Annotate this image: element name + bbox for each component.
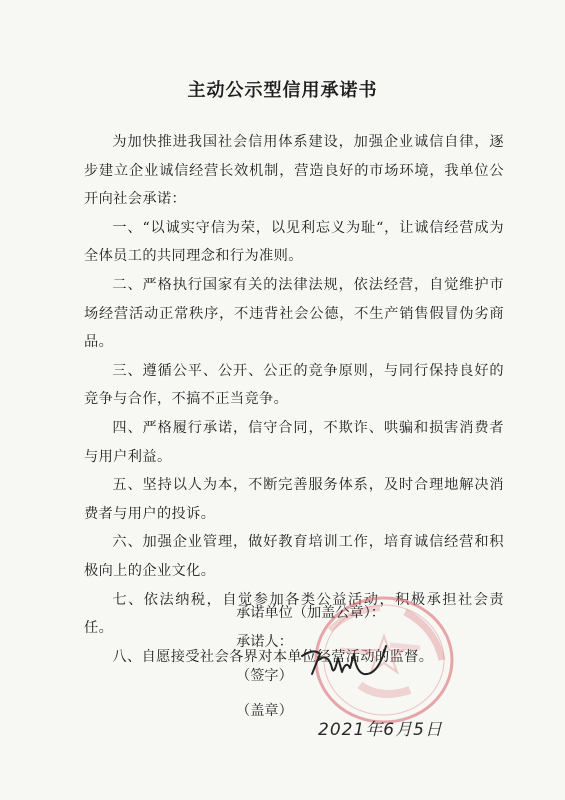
- stamp-label: （盖章）: [236, 702, 293, 719]
- pledge-item-6: 六、加强企业管理，做好教育培训工作，培育诚信经营和积极向上的企业文化。: [84, 534, 504, 579]
- pledge-item-7: 七、依法纳税，自觉参加各类公益活动，积极承担社会责任。: [84, 591, 504, 637]
- intro-paragraph: 为加快推进我国社会信用体系建设，加强企业诚信自律，逐步建立企业诚信经营长效机制，营造良好的市场环境，我单位公开向社会承诺：: [84, 134, 504, 208]
- sign-label: （签字）: [236, 668, 293, 685]
- pledge-item-1: 一、“以诚实守信为荣，以见利忘义为耻“，让诚信经营成为全体员工的共同理念和行为准则。: [84, 219, 504, 265]
- commitment-unit-label: 承诺单位（加盖公章）：: [236, 605, 385, 621]
- pledge-item-2: 二、严格执行国家有关的法律法规，依法经营，自觉维护市场经营活动正常秩序，不违背社会公德，不生产销售假冒伪劣商品。: [84, 276, 504, 351]
- pledge-item-5: 五、坚持以人为本，不断完善服务体系，及时合理地解决消费者与用户的投诉。: [84, 477, 504, 522]
- signature-block: [236, 599, 516, 725]
- commitment-person-label: 承诺人：: [236, 633, 293, 650]
- handwritten-date: 2021年6月5日: [318, 720, 443, 740]
- pledge-item-3: 三、遵循公平、公开、公正的竞争原则，与同行保持良好的竞争与合作，不搞不正当竞争。: [84, 362, 504, 408]
- pledge-item-8: 八、自愿接受社会各界对本单位经营活动的监督。: [112, 648, 434, 665]
- pledge-item-4: 四、严格履行承诺，信守合同，不欺诈、哄骗和损害消费者与用户利益。: [84, 419, 504, 465]
- document-title: 主动公示型信用承诺书: [187, 80, 378, 101]
